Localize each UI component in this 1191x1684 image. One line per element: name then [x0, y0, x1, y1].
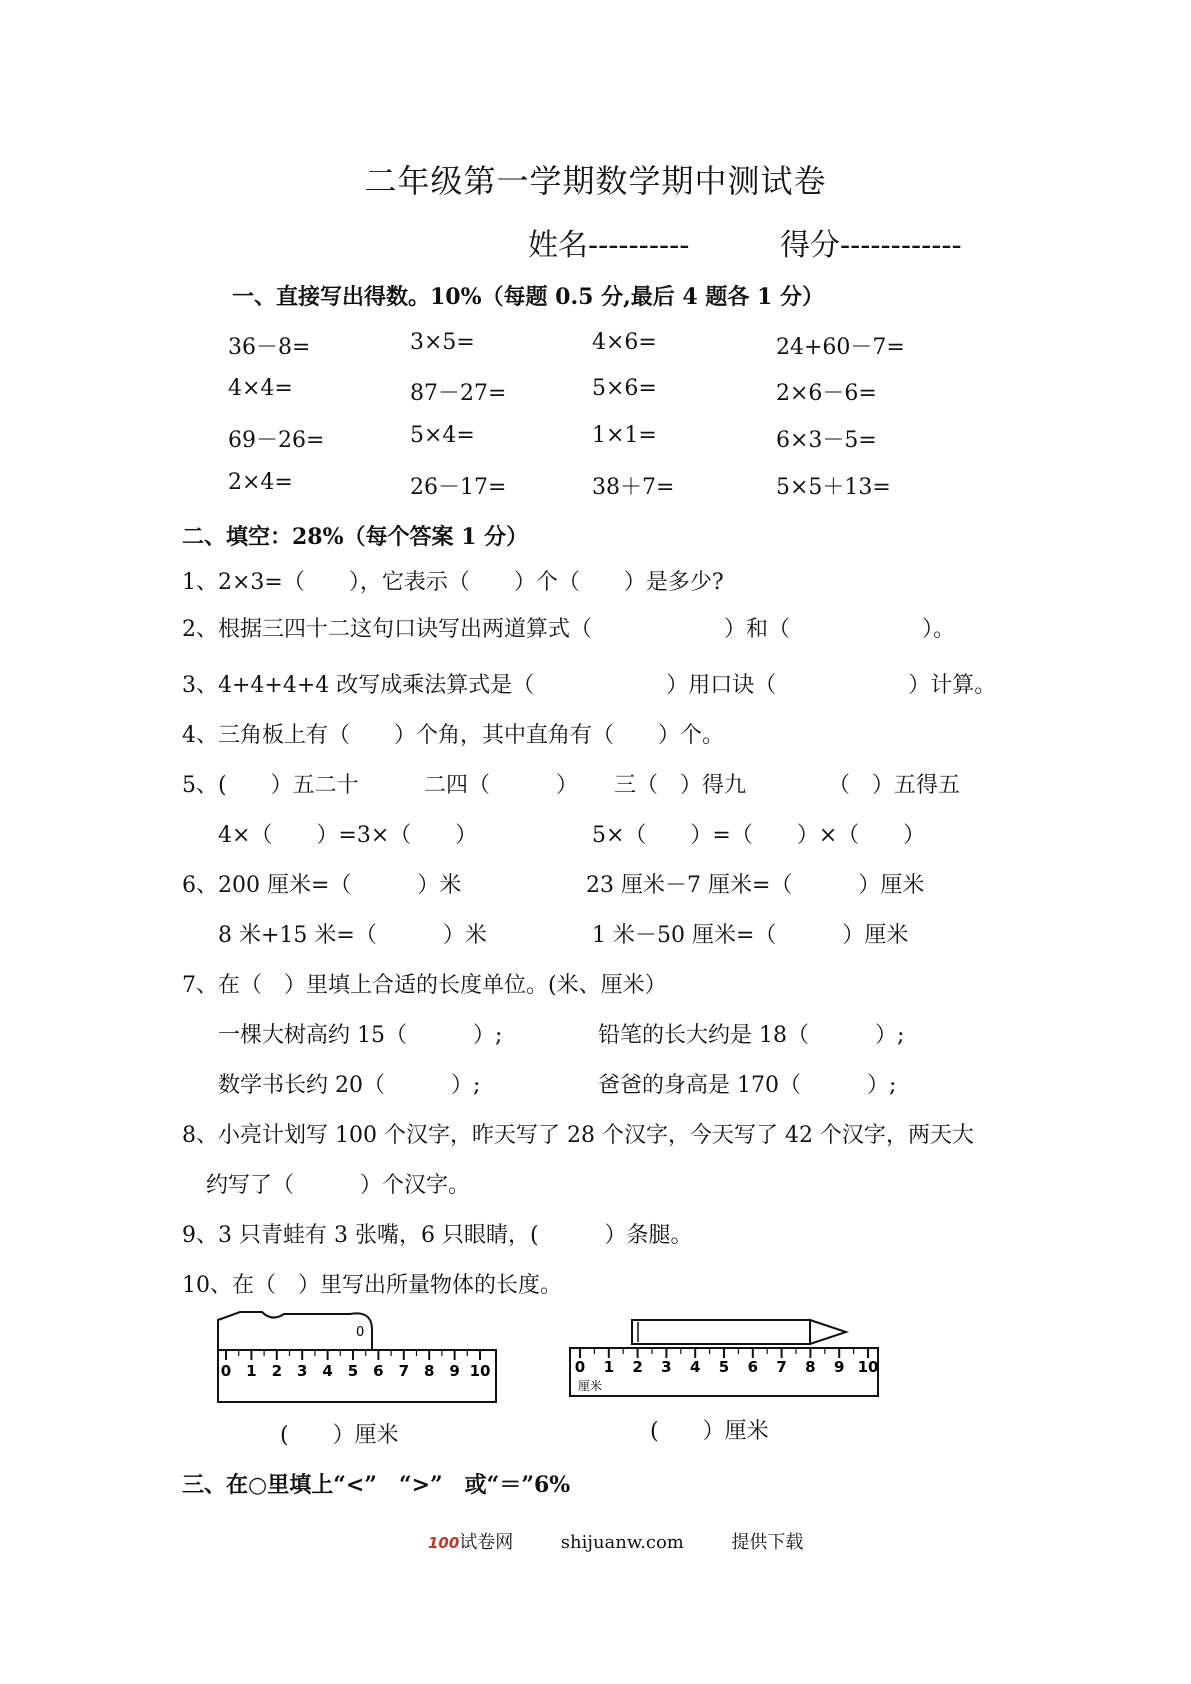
ruler-tick-label: 7: [776, 1358, 787, 1376]
ruler-1-svg: [212, 1302, 502, 1412]
ruler-2-unit: 厘米: [578, 1379, 603, 1393]
section3-heading: 三、在○里填上“<” “>” 或“＝”6%: [182, 1472, 571, 1498]
question-5a: 5、( ）五二十: [182, 773, 359, 798]
problem-cell: 4×6=: [592, 330, 657, 355]
ruler-tick-label: 3: [296, 1362, 308, 1380]
problem-cell: 38＋7=: [592, 475, 675, 500]
ruler-tick-label: 7: [398, 1362, 410, 1380]
ruler-tick-label: 8: [423, 1362, 435, 1380]
section2-heading: 二、填空：28%（每个答案 1 分）: [182, 524, 529, 550]
object-mark-text: 0: [356, 1325, 365, 1340]
page-title: 二年级第一学期数学期中测试卷: [364, 162, 827, 200]
question-5c: 三（ ）得九: [614, 773, 747, 798]
ruler-2-answer: ( ）厘米: [650, 1419, 769, 1444]
ruler-tick-label: 9: [449, 1362, 460, 1380]
ruler-tick-label: 6: [747, 1358, 759, 1376]
question-7d: 爸爸的身高是 170（ ）;: [598, 1073, 897, 1098]
site-domain[interactable]: shijuanw.com: [560, 1532, 684, 1553]
problem-cell: 6×3－5=: [776, 428, 877, 453]
ruler-tick-label: 4: [322, 1362, 333, 1380]
ruler-tick-label: 9: [833, 1358, 845, 1376]
question-1: 1、2×3=（ ），它表示（ ）个（ ）是多少?: [182, 570, 724, 595]
ruler-2-figure: [564, 1302, 884, 1416]
site-name: 试卷网: [459, 1532, 514, 1553]
ruler-tick-label: 0: [574, 1358, 586, 1376]
score-field-label: 得分------------: [780, 228, 962, 263]
name-field-label: 姓名----------: [528, 228, 690, 263]
question-9: 9、3 只青蛙有 3 张嘴，6 只眼睛，( ）条腿。: [182, 1223, 693, 1248]
question-5f: 5×（ ）=（ ）×（ ）: [592, 823, 926, 848]
problem-cell: 26－17=: [410, 475, 507, 500]
question-2: 2、根据三四十二这句口诀写出两道算式（ ）和（ ）。: [182, 617, 955, 642]
ruler-tick-label: 5: [718, 1358, 730, 1376]
ruler-1-answer: ( ）厘米: [280, 1423, 399, 1448]
pencil-body: [632, 1320, 810, 1344]
ruler-tick-label: 10: [857, 1358, 879, 1376]
problem-cell: 87－27=: [410, 381, 507, 406]
ruler-tick-label: 6: [373, 1362, 384, 1380]
question-8-line1: 8、小亮计划写 100 个汉字，昨天写了 28 个汉字，今天写了 42 个汉字，两天大: [182, 1123, 974, 1148]
ruler-tick-label: 0: [220, 1362, 232, 1380]
problem-cell: 5×6=: [592, 376, 657, 401]
measured-object: [218, 1312, 372, 1350]
question-6c: 8 米+15 米=（ ）米: [218, 923, 487, 948]
problem-cell: 36－8=: [228, 335, 311, 360]
question-6d: 1 米－50 厘米=（ ）厘米: [592, 923, 909, 948]
ruler-2-svg: [564, 1302, 884, 1412]
problem-cell: 24+60－7=: [776, 335, 905, 360]
ruler-tick-label: 3: [661, 1358, 672, 1376]
question-6b: 23 厘米－7 厘米=（ ）厘米: [586, 873, 925, 898]
ruler-1-figure: [212, 1302, 502, 1416]
question-10: 10、在（ ）里写出所量物体的长度。: [182, 1273, 562, 1298]
pencil-tip: [810, 1320, 846, 1344]
question-3: 3、4+4+4+4 改写成乘法算式是（ ）用口诀（ ）计算。: [182, 673, 997, 698]
question-7b: 铅笔的长大约是 18（ ）;: [598, 1023, 905, 1048]
question-6a: 6、200 厘米=（ ）米: [182, 873, 462, 898]
question-7c: 数学书长约 20（ ）;: [218, 1073, 481, 1098]
problem-cell: 3×5=: [410, 330, 475, 355]
question-7a: 一棵大树高约 15（ ）;: [218, 1023, 503, 1048]
footer: [428, 1528, 803, 1554]
question-8-line2: 约写了（ ）个汉字。: [206, 1173, 471, 1198]
ruler-tick-label: 10: [469, 1362, 491, 1380]
ruler-tick-label: 5: [347, 1362, 359, 1380]
site-logo: 100: [428, 1534, 460, 1552]
download-note: 提供下载: [731, 1532, 804, 1553]
ruler-tick-label: 8: [805, 1358, 816, 1376]
problem-cell: 1×1=: [592, 423, 657, 448]
section1-heading: 一、直接写出得数。10%（每题 0.5 分,最后 4 题各 1 分）: [232, 284, 825, 310]
problem-cell: 4×4=: [228, 376, 293, 401]
question-5b: 二四（ ）: [424, 773, 579, 798]
question-7: 7、在（ ）里填上合适的长度单位。(米、厘米）: [182, 973, 667, 998]
ruler-tick-label: 1: [246, 1362, 257, 1380]
question-4: 4、三角板上有（ ）个角，其中直角有（ ）个。: [182, 723, 724, 748]
problem-cell: 5×5＋13=: [776, 475, 891, 500]
ruler-tick-label: 2: [632, 1358, 643, 1376]
ruler-tick-label: 2: [271, 1362, 283, 1380]
problem-cell: 2×6－6=: [776, 381, 877, 406]
ruler-tick-label: 1: [603, 1358, 615, 1376]
question-5e: 4×（ ）=3×（ ）: [218, 823, 478, 848]
problem-cell: 2×4=: [228, 470, 293, 495]
ruler-tick-label: 4: [689, 1358, 701, 1376]
problem-cell: 69－26=: [228, 428, 325, 453]
question-5d: （ ）五得五: [828, 773, 961, 798]
problem-cell: 5×4=: [410, 423, 475, 448]
